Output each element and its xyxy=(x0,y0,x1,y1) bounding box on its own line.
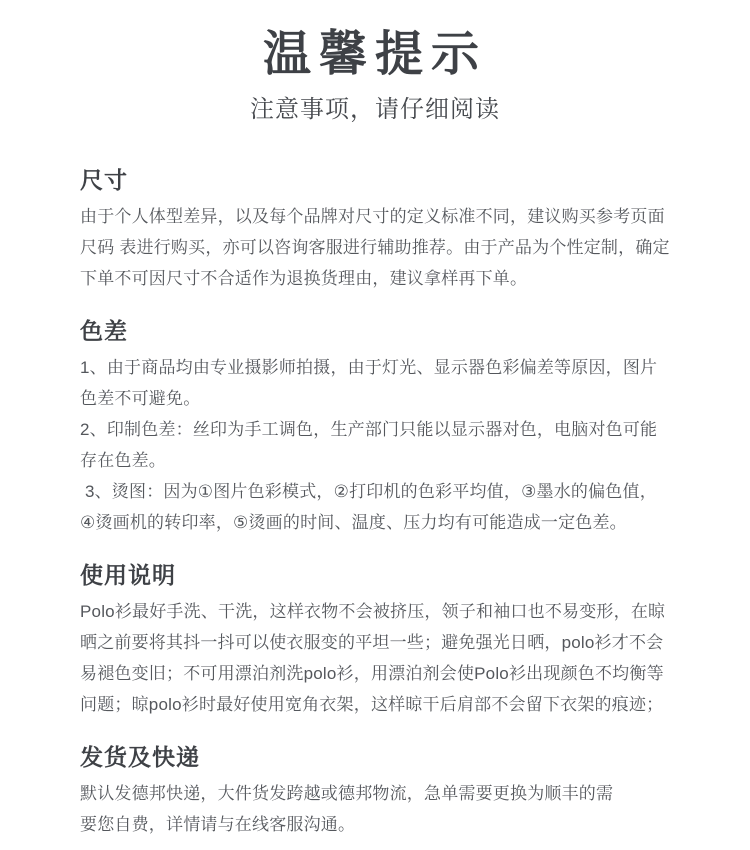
section-usage-instructions xyxy=(80,560,670,720)
section-heading-usage-instructions: 使用说明 xyxy=(80,562,176,588)
section-heading-size: 尺寸 xyxy=(80,167,128,193)
section-heading-shipping: 发货及快递 xyxy=(80,744,200,770)
text-line: 1、由于商品均由专业摄影师拍摄，由于灯光、显示器色彩偏差等原因，图片 xyxy=(80,358,658,377)
text-line: 要您自费，详情请与在线客服沟通。 xyxy=(80,815,356,834)
text-line: 问题；晾polo衫时最好使用宽角衣架，这样晾干后肩部不会留下衣架的痕迹； xyxy=(80,695,664,714)
page-title: 温馨提示 xyxy=(262,28,487,81)
page-subtitle: 注意事项，请仔细阅读 xyxy=(250,96,500,123)
text-line: 尺码 表进行购买，亦可以咨询客服进行辅助推荐。由于产品为个性定制，确定 xyxy=(80,238,670,257)
section-heading-color-difference: 色差 xyxy=(80,318,128,344)
text-line: 2、印制色差：丝印为手工调色，生产部门只能以显示器对色，电脑对色可能 xyxy=(80,420,658,439)
text-line: ④烫画机的转印率，⑤烫画的时间、温度、压力均有可能造成一定色差。 xyxy=(80,513,627,532)
section-size xyxy=(80,165,670,294)
text-line: 色差不可避免。 xyxy=(80,389,201,408)
text-line: 下单不可因尺寸不合适作为退换货理由，建议拿样再下单。 xyxy=(80,269,528,288)
text-line: 存在色差。 xyxy=(80,451,166,470)
notice-sections xyxy=(0,165,750,840)
text-line: 晒之前要将其抖一抖可以使衣服变的平坦一些；避免强光日晒，polo衫才不会 xyxy=(80,633,664,652)
text-line: 易褪色变旧；不可用漂泊剂洗polo衫，用漂泊剂会使Polo衫出现颜色不均衡等 xyxy=(80,664,664,683)
section-color-difference xyxy=(80,316,670,538)
text-line: 由于个人体型差异，以及每个品牌对尺寸的定义标准不同，建议购买参考页面 xyxy=(80,207,665,226)
text-line: 默认发德邦快递，大件货发跨越或德邦物流，急单需要更换为顺丰的需 xyxy=(80,784,614,803)
text-line: 3、烫图：因为①图片色彩模式，②打印机的色彩平均值，③墨水的偏色值， xyxy=(80,482,657,501)
section-shipping xyxy=(80,742,670,840)
text-line: Polo衫最好手洗、干洗，这样衣物不会被挤压，领子和袖口也不易变形，在晾 xyxy=(80,602,666,621)
